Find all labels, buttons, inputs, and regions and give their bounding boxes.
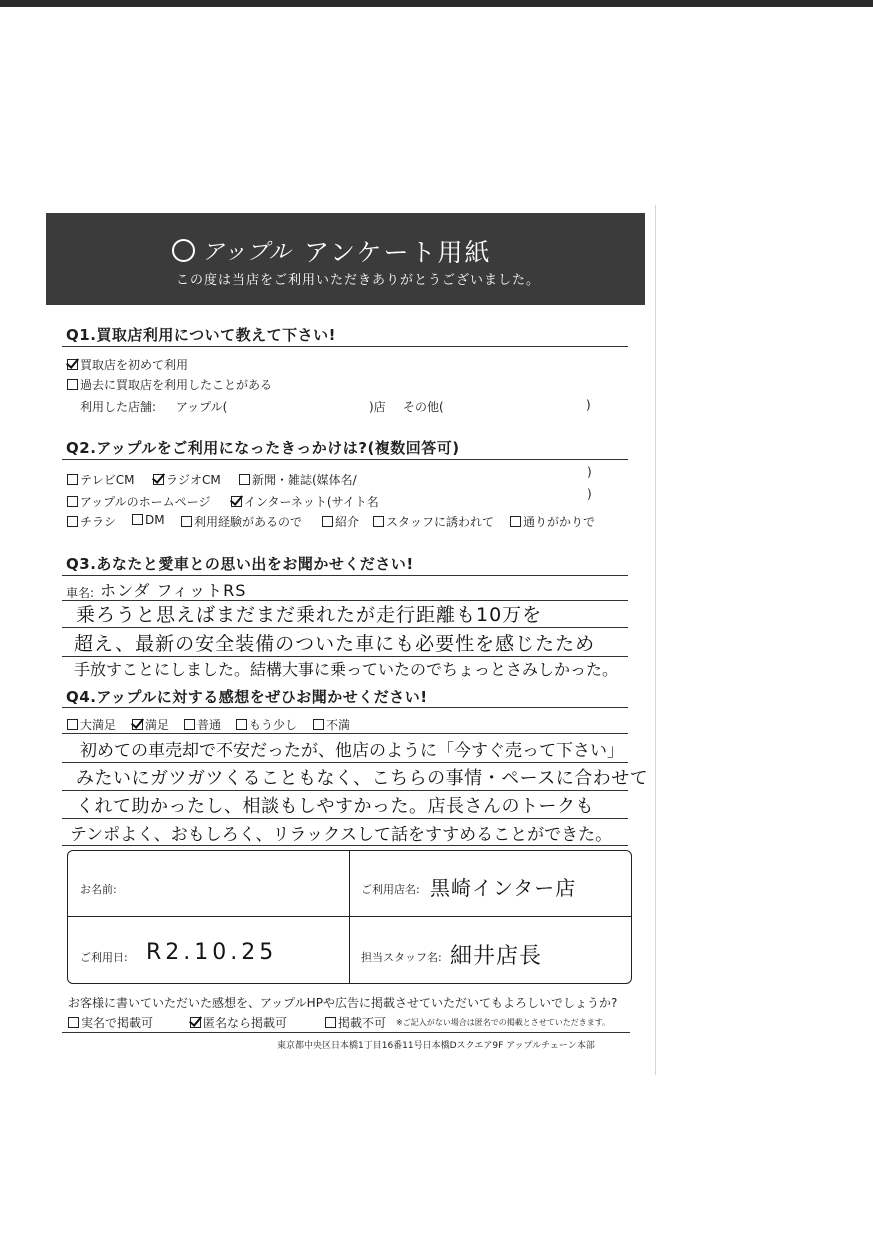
q4-options-rule xyxy=(62,733,628,734)
checkbox[interactable] xyxy=(239,474,250,485)
store-label: ご利用店名: xyxy=(361,883,420,896)
q4-answer-line-1: 初めての車売却で不安だったが、他店のように「今すぐ売って下さい」 xyxy=(80,741,624,761)
form-subtitle: この度は当店をご利用いただきありがとうございました。 xyxy=(176,273,541,288)
q4-option-dissatisfied[interactable] xyxy=(313,716,350,733)
q2-option-label: スタッフに誘われて xyxy=(386,515,495,529)
q3-car-label: 車名: xyxy=(66,586,95,600)
q2-option-label: 利用経験があるので xyxy=(194,515,303,529)
q4-answer-rule xyxy=(62,762,628,763)
q1-option-label: 過去に買取店を利用したことがある xyxy=(80,378,273,392)
q2-option-passing[interactable] xyxy=(510,513,595,530)
q4-option-normal[interactable] xyxy=(184,716,221,733)
checkbox-checked[interactable] xyxy=(190,1017,201,1028)
checkbox[interactable] xyxy=(67,379,78,390)
info-divider-horizontal xyxy=(68,916,631,917)
q1-rule xyxy=(62,346,628,347)
q4-answer-line-2: みたいにガツガツくることもなく、こちらの事情・ペースに合わせて xyxy=(76,768,649,789)
scan-top-border xyxy=(0,0,873,7)
q1-store-apple: アップル( xyxy=(176,400,228,414)
q2-row1-close: ) xyxy=(587,465,592,479)
q2-option-radio[interactable] xyxy=(153,471,221,488)
q3-answer-rule xyxy=(62,627,628,628)
checkbox[interactable] xyxy=(373,516,384,527)
checkbox-checked[interactable] xyxy=(231,496,242,507)
apple-logo-icon xyxy=(172,239,195,262)
q3-answer-line-2: 超え、最新の安全装備のついた車にも必要性を感じたため xyxy=(74,633,596,655)
consent-option-label: 匿名なら掲載可 xyxy=(203,1016,288,1030)
name-label: お名前: xyxy=(80,883,117,896)
staff-label: 担当スタッフ名: xyxy=(361,951,442,964)
q2-option-label: テレビCM xyxy=(80,473,135,487)
q3-car-name: ホンダ フィットRS xyxy=(100,581,247,600)
checkbox[interactable] xyxy=(67,719,78,730)
q2-option-label: 新聞・雑誌(媒体名/ xyxy=(252,473,357,487)
q4-rule xyxy=(62,707,628,708)
q4-answer-rule xyxy=(62,845,628,846)
q1-option-first-time[interactable] xyxy=(67,356,188,373)
q4-answer-rule xyxy=(62,790,628,791)
q1-store-other: その他( xyxy=(403,400,444,414)
q1-store-suffix: )店 xyxy=(369,400,386,414)
date-value[interactable]: R2.10.25 xyxy=(146,940,278,965)
q2-option-homepage[interactable] xyxy=(67,493,210,510)
checkbox-checked[interactable] xyxy=(153,474,164,485)
q4-option-label: 普通 xyxy=(197,718,222,732)
q2-option-internet[interactable] xyxy=(231,493,379,510)
q2-option-referral[interactable] xyxy=(322,513,359,530)
form-title: アンケート用紙 xyxy=(304,238,492,267)
q1-option-label: 買取店を初めて利用 xyxy=(80,358,189,372)
checkbox[interactable] xyxy=(313,719,324,730)
store-value[interactable]: 黒崎インター店 xyxy=(430,876,577,900)
q2-rule xyxy=(62,459,628,460)
consent-option-no[interactable] xyxy=(325,1014,386,1031)
consent-option-label: 実名で掲載可 xyxy=(81,1016,154,1030)
q2-option-label: チラシ xyxy=(80,515,117,529)
footer-rule xyxy=(62,1032,630,1033)
q1-title: Q1.買取店利用について教えて下さい! xyxy=(66,326,336,344)
checkbox-checked[interactable] xyxy=(67,359,78,370)
checkbox[interactable] xyxy=(67,516,78,527)
checkbox[interactable] xyxy=(67,496,78,507)
q4-option-label: もう少し xyxy=(249,718,298,732)
q4-answer-line-3: くれて助かったし、相談もしやすかった。店長さんのトークも xyxy=(76,796,594,817)
q2-option-tv[interactable] xyxy=(67,471,135,488)
consent-option-anonymous[interactable] xyxy=(190,1014,287,1031)
q2-option-label: DM xyxy=(145,513,165,527)
checkbox[interactable] xyxy=(181,516,192,527)
checkbox[interactable] xyxy=(510,516,521,527)
consent-option-label: 掲載不可 xyxy=(338,1016,387,1030)
q2-option-label: ラジオCM xyxy=(166,473,221,487)
q2-title: Q2.アップルをご利用になったきっかけは?(複数回答可) xyxy=(66,439,460,457)
q3-rule xyxy=(62,575,628,576)
consent-question: お客様に書いていただいた感想を、アップルHPや広告に掲載させていただいてもよろしいでしょうか? xyxy=(68,996,618,1010)
q3-answer-line-1: 乗ろうと思えばまだまだ乗れたが走行距離も10万を xyxy=(76,604,543,626)
form-header xyxy=(46,213,645,305)
q2-option-newspaper[interactable] xyxy=(239,471,357,488)
info-divider-vertical xyxy=(349,851,350,983)
q2-option-label: 紹介 xyxy=(335,515,360,529)
brand-logo: アップル xyxy=(202,240,292,265)
q3-answer-line-3: 手放すことにしました。結構大事に乗っていたのでちょっとさみしかった。 xyxy=(74,660,619,679)
q4-answer-rule xyxy=(62,818,628,819)
checkbox[interactable] xyxy=(68,1017,79,1028)
q2-option-label: 通りがかりで xyxy=(523,515,596,529)
customer-info-box xyxy=(67,850,632,984)
checkbox[interactable] xyxy=(325,1017,336,1028)
q4-title: Q4.アップルに対する感想をぜひお聞かせください! xyxy=(66,688,428,706)
q2-row2-close: ) xyxy=(587,487,592,501)
date-label: ご利用日: xyxy=(80,951,128,964)
q2-option-staff[interactable] xyxy=(373,513,494,530)
q1-store-prefix: 利用した店舗: xyxy=(80,400,157,414)
checkbox[interactable] xyxy=(184,719,195,730)
consent-option-real-name[interactable] xyxy=(68,1014,153,1031)
q4-option-very-satisfied[interactable] xyxy=(67,716,116,733)
q1-store-close: ) xyxy=(586,398,591,412)
q1-option-used-before[interactable] xyxy=(67,376,272,393)
q4-answer-line-4: テンポよく、おもしろく、リラックスして話をすすめることができた。 xyxy=(70,825,613,845)
q4-option-label: 不満 xyxy=(326,718,351,732)
checkbox[interactable] xyxy=(132,514,143,525)
q2-option-dm[interactable] xyxy=(132,513,165,527)
q4-option-somewhat[interactable] xyxy=(236,716,297,733)
q4-option-satisfied[interactable] xyxy=(132,716,169,733)
checkbox[interactable] xyxy=(322,516,333,527)
sheet-edge xyxy=(655,205,656,1075)
checkbox[interactable] xyxy=(236,719,247,730)
q4-option-label: 大満足 xyxy=(80,718,117,732)
q2-option-label: インターネット(サイト名 xyxy=(244,495,379,509)
checkbox-checked[interactable] xyxy=(132,719,143,730)
q4-option-label: 満足 xyxy=(145,718,170,732)
q2-option-label: アップルのホームページ xyxy=(80,495,211,509)
q2-option-flyer[interactable] xyxy=(67,513,116,530)
q2-option-experience[interactable] xyxy=(181,513,302,530)
consent-note: ※ご記入がない場合は匿名での掲載とさせていただきます。 xyxy=(396,1018,611,1027)
checkbox[interactable] xyxy=(67,474,78,485)
q3-title: Q3.あなたと愛車との思い出をお聞かせください! xyxy=(66,555,414,573)
staff-value[interactable]: 細井店長 xyxy=(450,944,543,969)
footer-address: 東京都中央区日本橋1丁目16番11号日本橋Dスクエア9F アップルチェーン本部 xyxy=(277,1041,595,1051)
